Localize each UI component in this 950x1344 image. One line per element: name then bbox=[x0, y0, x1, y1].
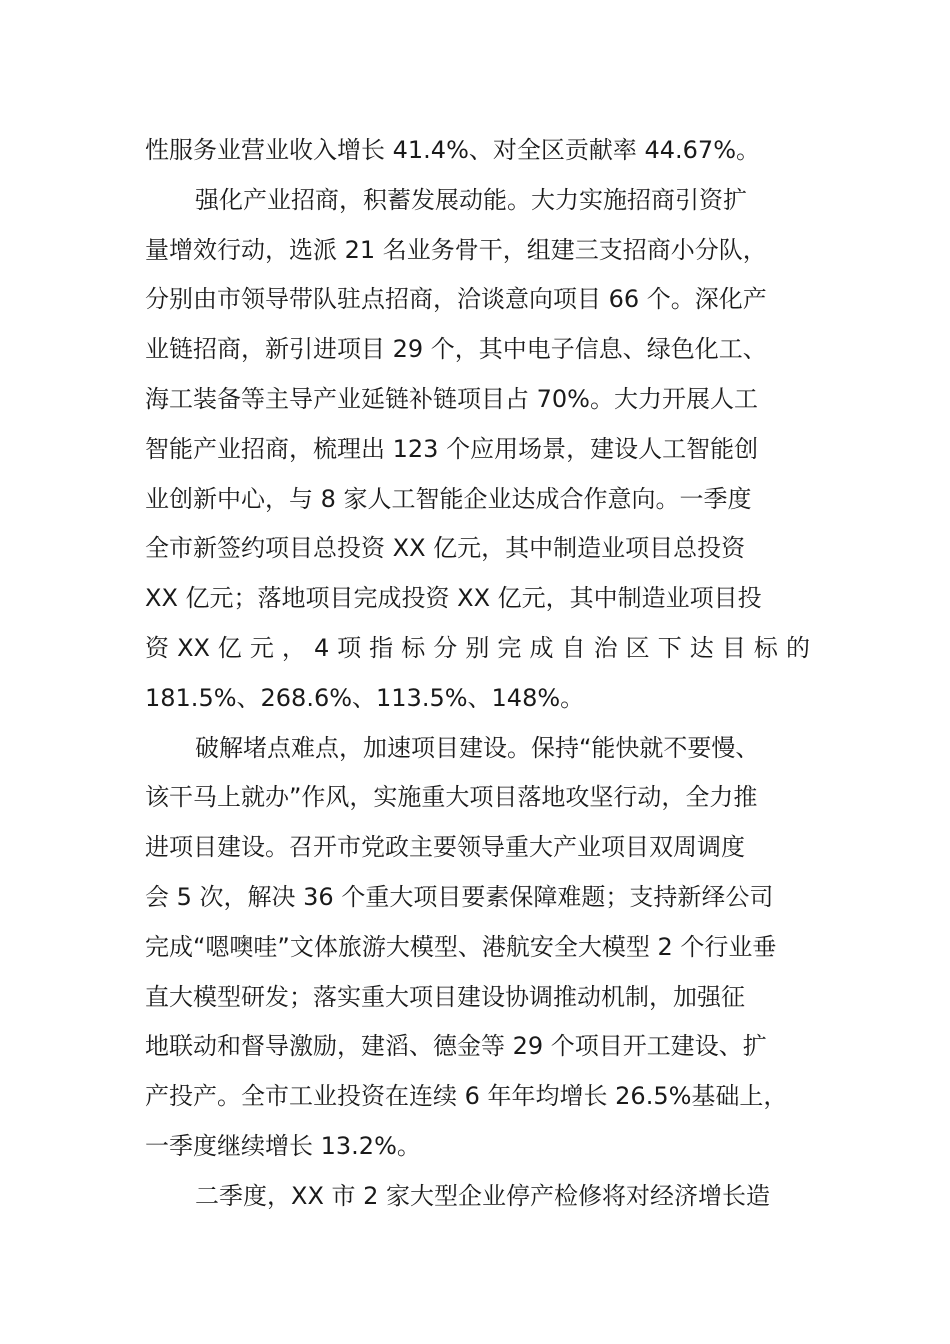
text-line: 量增效行动，选派 21 名业务骨干，组建三支招商小分队， bbox=[145, 235, 767, 264]
text-line: 完成“嗯噢哇”文体旅游大模型、港航安全大模型 2 个行业垂 bbox=[145, 932, 777, 961]
text-line: 产投产。全市工业投资在连续 6 年年均增长 26.5%基础上， bbox=[145, 1082, 788, 1111]
text-line: 该干马上就办”作风，实施重大项目落地攻坚行动，全力推 bbox=[145, 783, 758, 812]
text-line: 分别由市领导带队驻点招商，洽谈意向项目 66 个。深化产 bbox=[145, 285, 767, 314]
paragraph-first-line: 破解堵点难点，加速项目建设。保持“能快就不要慢、 bbox=[195, 733, 760, 762]
text-line: 地联动和督导激励，建滔、德金等 29 个项目开工建设、扩 bbox=[145, 1032, 767, 1061]
paragraph-first-line: 二季度，XX 市 2 家大型企业停产检修将对经济增长造 bbox=[195, 1181, 771, 1210]
text-line: 直大模型研发；落实重大项目建设协调推动机制，加强征 bbox=[145, 982, 745, 1011]
text-line: XX 亿元；落地项目完成投资 XX 亿元，其中制造业项目投 bbox=[145, 584, 762, 613]
text-line: 智能产业招商，梳理出 123 个应用场景，建设人工智能创 bbox=[145, 434, 759, 463]
text-line: 一季度继续增长 13.2%。 bbox=[145, 1131, 421, 1160]
text-line: 海工装备等主导产业延链补链项目占 70%。大力开展人工 bbox=[145, 384, 758, 413]
text-line: 全市新签约项目总投资 XX 亿元，其中制造业项目总投资 bbox=[145, 534, 746, 563]
text-line: 业链招商，新引进项目 29 个，其中电子信息、绿色化工、 bbox=[145, 335, 767, 364]
text-line: 业创新中心，与 8 家人工智能企业达成合作意向。一季度 bbox=[145, 484, 752, 513]
text-line: 性服务业营业收入增长 41.4%、对全区贡献率 44.67%。 bbox=[145, 136, 761, 164]
text-line: 181.5%、268.6%、113.5%、148%。 bbox=[145, 683, 585, 712]
document-body bbox=[145, 126, 810, 1222]
text-line: 会 5 次，解决 36 个重大项目要素保障难题；支持新绎公司 bbox=[145, 882, 774, 911]
paragraph-first-line: 强化产业招商，积蓄发展动能。大力实施招商引资扩 bbox=[195, 185, 747, 214]
text-line: 资 XX 亿 元 ， 4 项 指 标 分 别 完 成 自 治 区 下 达 目 标 的 bbox=[145, 633, 810, 662]
text-line: 进项目建设。召开市党政主要领导重大产业项目双周调度 bbox=[145, 833, 745, 862]
